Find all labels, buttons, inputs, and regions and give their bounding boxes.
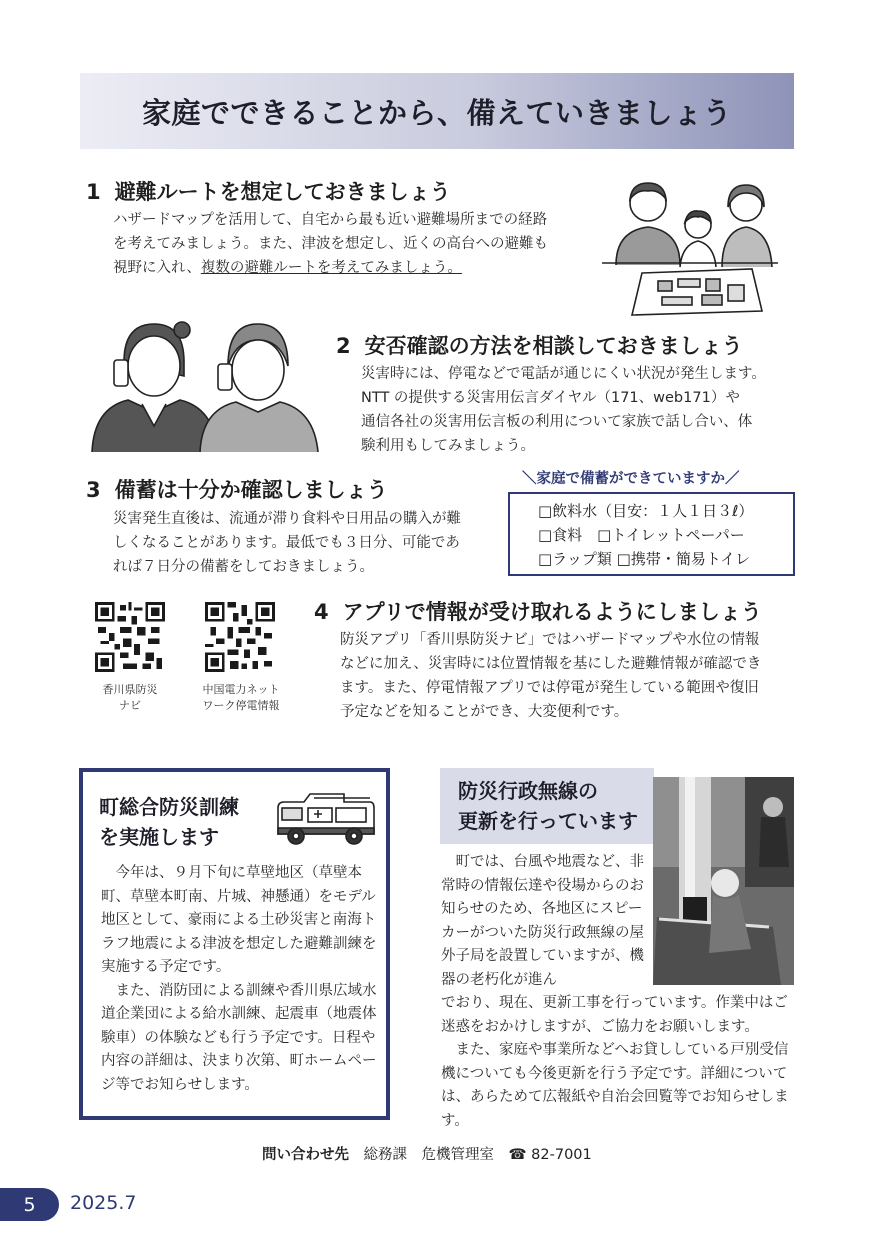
- phone-call-illustration: [90, 316, 322, 452]
- qr-label-outage-info: 中国電力ネット ワーク停電情報: [202, 683, 280, 712]
- checklist-row: □飲料水（目安：１人１日３ℓ）: [538, 502, 754, 520]
- family-map-illustration: [602, 175, 778, 317]
- checklist-row: □食料 □トイレットペーパー: [538, 526, 745, 544]
- earthquake-truck-icon: [274, 790, 378, 848]
- radio-update-title: 防災行政無線の 更新を行っています: [458, 779, 638, 833]
- header-banner: [80, 73, 794, 149]
- radio-update-header: [440, 768, 654, 844]
- section-3-body: 災害発生直後は、流通が滞り食料や日用品の購入が難 しくなることがあります。最低でも３日分、可能であ れば７日分の備蓄をしておきましょう。: [113, 511, 461, 575]
- drill-body: 今年は、９月下旬に草壁地区（草壁本町、草壁本町南、片城、神懸通）をモデル地区として、豪雨による土砂災害と南海トラフ地震による津波を想定した避難訓練を実施する予定です。 また、消防団による訓練や香川県広域水道企業団による給水訓練、起震車（地震体験車）の体験なども行う予定です。日程や内容の詳細は、決まり次第、町ホームページ等でお知らせします。: [101, 865, 377, 1093]
- page-title: 家庭でできることから、備えていきましょう: [141, 95, 732, 130]
- checklist-row: □ラップ類 □携帯・簡易トイレ: [538, 550, 751, 568]
- drill-title: 町総合防災訓練 を実施します: [99, 795, 239, 849]
- section-1-title: 1 避難ルートを想定しておきましょう: [86, 180, 451, 204]
- page-number: 5: [0, 1188, 59, 1221]
- section-2-title: 2 安否確認の方法を相談しておきましょう: [336, 334, 743, 358]
- contact-info: 問い合わせ先 総務課 危機管理室 ☎ 82-7001: [262, 1147, 592, 1163]
- section-3-title: 3 備蓄は十分か確認しましょう: [86, 478, 388, 502]
- radio-update-body: 町では、台風や地震など、非常時の情報伝達や役場からのお知らせのため、各地区にスピーカーがついた防災行政無線の屋外子局を設置していますが、機器の老朽化が進ん でおり、現在、更新工事を行っています。作業中はご迷惑をおかけしますが、ご協力をお願いします。 また、家庭や事業所などへお貸ししている戸別受信機についても今後更新を行う予定です。詳細については、あらためて広報紙や自治会回覧等でお知らせします。: [441, 854, 789, 1129]
- qr-code-outage-info[interactable]: [205, 602, 275, 672]
- phone-number[interactable]: ☎ 82-7001: [508, 1147, 592, 1163]
- disaster-drill-box: [79, 768, 390, 1120]
- section-4-body: 防災アプリ「香川県防災ナビ」ではハザードマップや水位の情報 などに加え、災害時には位置情報を基にした避難情報が確認でき ます。また、停電情報アプリでは停電が発生している範囲や復旧 予定などを知ることができ、大変便利です。: [340, 632, 762, 720]
- section-4-title: 4 アプリで情報が受け取れるようにしましょう: [314, 600, 762, 624]
- qr-code-bousai-navi[interactable]: [95, 602, 165, 672]
- stockpile-checklist: [508, 492, 795, 576]
- qr-label-bousai-navi: 香川県防災 ナビ: [102, 683, 158, 712]
- section-1-body: ハザードマップを活用して、自宅から最も近い避難場所までの経路 を考えてみましょう。また、津波を想定し、近くの高台への避難も 視野に入れ、複数の避難ルートを考えてみましょう。: [113, 212, 548, 276]
- stockpile-checklist-title: ＼家庭で備蓄ができていますか／: [522, 471, 740, 487]
- emphasis-underline: 複数の避難ルートを考えてみましょう。: [200, 260, 462, 276]
- section-2-body: 災害時には、停電などで電話が通じにくい状況が発生します。 NTT の提供する災害用伝言ダイヤル（171、web171）や 通信各社の災害用伝言板の利用について家族で話し合い、体 験利用もしてみましょう。: [361, 366, 766, 454]
- issue-date: 2025.7: [70, 1192, 137, 1214]
